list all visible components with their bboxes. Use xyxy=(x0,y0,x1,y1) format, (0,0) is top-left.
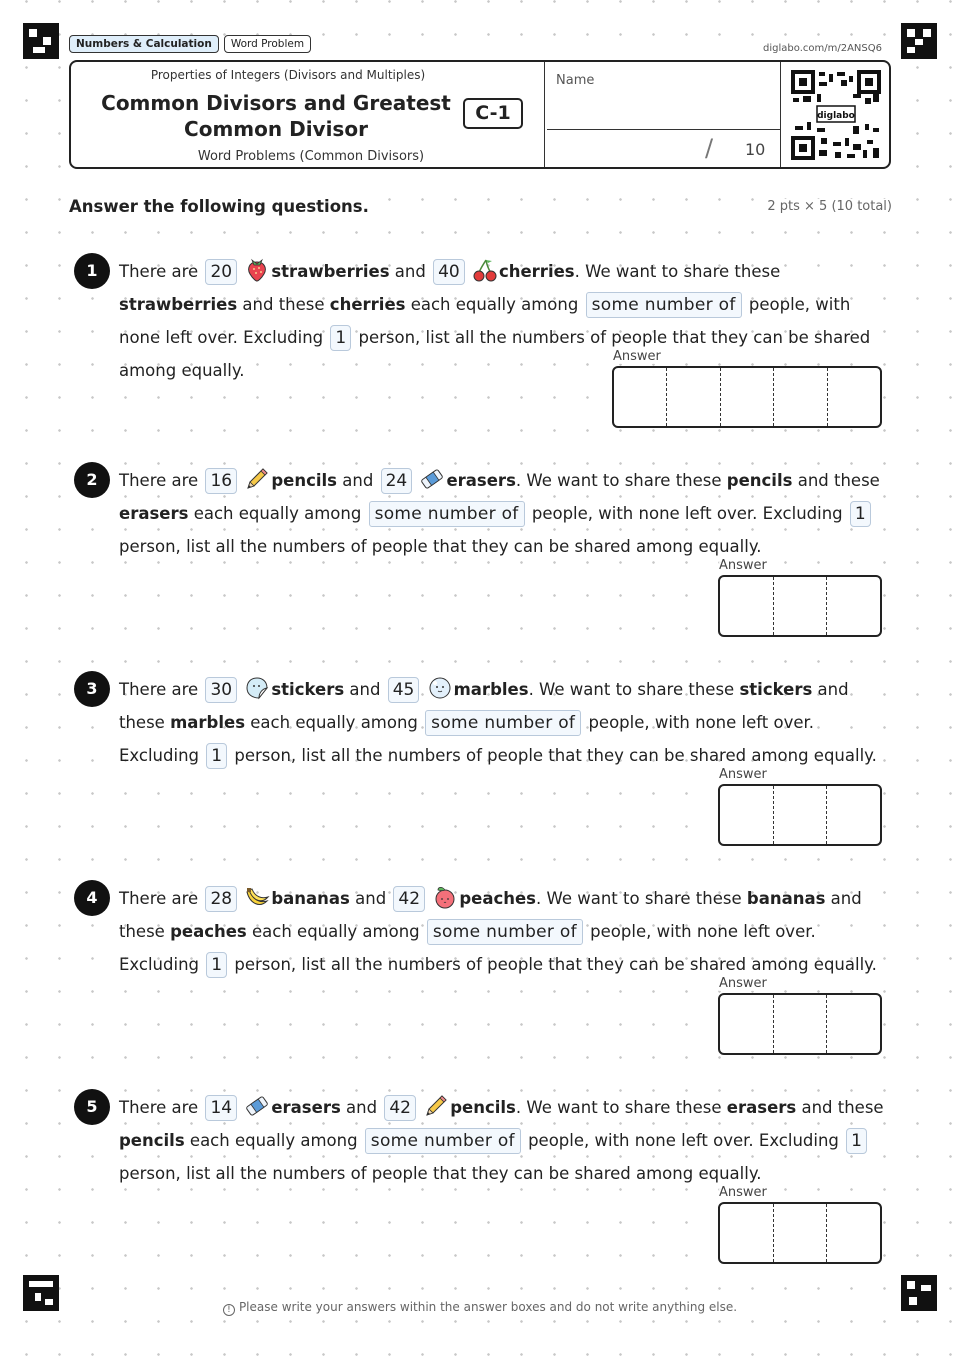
text-person: person, xyxy=(234,746,297,765)
item-a-repeat: pencils xyxy=(726,471,793,490)
item-b-name: pencils xyxy=(450,1098,516,1117)
quantity-b: 45 xyxy=(388,677,420,703)
text-and-these: and these xyxy=(242,295,325,314)
text-and-these: and these xyxy=(119,889,862,941)
question-text xyxy=(119,882,889,981)
answer-box[interactable] xyxy=(718,575,882,637)
answer-cell[interactable] xyxy=(720,995,773,1053)
item-a-name: pencils xyxy=(271,471,338,490)
text-share-intro: . We want to share these xyxy=(515,1098,722,1117)
text-person: person, xyxy=(234,955,297,974)
title-line-1: Common Divisors and Greatest xyxy=(101,91,451,115)
text-and-these: and these xyxy=(801,1098,884,1117)
quantity-a: 30 xyxy=(205,677,237,703)
item-b-repeat: peaches xyxy=(170,922,247,941)
text-list-all: list all the numbers of people that they can be shared among equally. xyxy=(186,537,762,556)
answer-label: Answer xyxy=(719,1185,767,1200)
worksheet-header xyxy=(69,60,891,169)
text-people-left: people, with none left over. Excluding xyxy=(119,922,816,974)
instructions: Answer the following questions. xyxy=(69,197,373,216)
answer-label: Answer xyxy=(719,558,767,573)
cherry-icon xyxy=(472,257,498,283)
item-a-repeat: bananas xyxy=(746,889,826,908)
question-text xyxy=(119,673,889,772)
answer-cell[interactable] xyxy=(826,1204,880,1262)
item-b-repeat: pencils xyxy=(119,1131,185,1150)
answer-cell[interactable] xyxy=(720,368,773,426)
text-share-intro: . We want to share these xyxy=(528,680,735,699)
pencil-icon xyxy=(423,1093,449,1119)
unit-subtitle: Properties of Integers (Divisors and Multiples) xyxy=(150,68,426,82)
score-total: 10 xyxy=(745,140,766,159)
worksheet-code: C-1 xyxy=(463,98,523,129)
text-people-left: people, with none left over. Excluding xyxy=(119,713,815,765)
phrase-some-number-of: some number of xyxy=(365,1128,521,1154)
item-a-name: strawberries xyxy=(271,262,390,281)
tag-word-problem: Word Problem xyxy=(224,35,311,53)
points-info: 2 pts × 5 (10 total) xyxy=(767,199,892,214)
answer-cell[interactable] xyxy=(826,577,880,635)
phrase-some-number-of: some number of xyxy=(427,919,583,945)
title-block xyxy=(71,62,545,167)
answer-cell[interactable] xyxy=(773,1204,827,1262)
text-list-all: list all the numbers of people that they can be shared among equally. xyxy=(186,1164,762,1183)
text-each-equally: each equally among xyxy=(410,295,579,314)
score-field[interactable] xyxy=(547,130,781,167)
banana-icon xyxy=(244,884,270,910)
excluded-count: 1 xyxy=(330,325,351,351)
answer-box[interactable] xyxy=(718,1202,882,1264)
item-a-name: stickers xyxy=(271,680,345,699)
item-a-name: bananas xyxy=(271,889,350,908)
eraser-icon xyxy=(244,1093,270,1119)
text-share-intro: . We want to share these xyxy=(515,471,722,490)
answer-cell[interactable] xyxy=(826,995,880,1053)
footer-note xyxy=(0,1300,960,1316)
text-list-all: list all the numbers of people that they can be shared among equally. xyxy=(301,955,877,974)
text-and: and xyxy=(394,262,426,281)
question-number: 1 xyxy=(74,253,110,289)
item-b-name: peaches xyxy=(459,889,536,908)
text-there-are: There are xyxy=(119,262,199,281)
text-share-intro: . We want to share these xyxy=(574,262,781,281)
corner-marker-top-left xyxy=(23,23,59,59)
text-each-equally: each equally among xyxy=(189,1131,358,1150)
question-number: 4 xyxy=(74,880,110,916)
quantity-a: 28 xyxy=(205,886,237,912)
strawberry-icon xyxy=(244,257,270,283)
quantity-b: 24 xyxy=(381,468,413,494)
text-and: and xyxy=(342,471,374,490)
question-number: 5 xyxy=(74,1089,110,1125)
phrase-some-number-of: some number of xyxy=(586,292,742,318)
answer-label: Answer xyxy=(719,976,767,991)
answer-box[interactable] xyxy=(612,366,882,428)
quantity-a: 14 xyxy=(205,1095,237,1121)
text-and: and xyxy=(346,1098,378,1117)
quantity-a: 16 xyxy=(205,468,237,494)
answer-cell[interactable] xyxy=(826,786,880,844)
answer-cell[interactable] xyxy=(773,786,827,844)
item-b-name: marbles xyxy=(453,680,529,699)
text-list-all: list all the numbers of people that they can be shared among equally. xyxy=(119,328,871,380)
excluded-count: 1 xyxy=(206,743,227,769)
sticker-icon xyxy=(244,675,270,701)
text-list-all: list all the numbers of people that they can be shared among equally. xyxy=(301,746,877,765)
text-there-are: There are xyxy=(119,1098,199,1117)
answer-cell[interactable] xyxy=(666,368,719,426)
category-tags xyxy=(69,35,311,53)
text-person: person, xyxy=(119,1164,181,1183)
excluded-count: 1 xyxy=(206,952,227,978)
answer-cell[interactable] xyxy=(773,577,827,635)
text-there-are: There are xyxy=(119,680,199,699)
answer-cell[interactable] xyxy=(614,368,666,426)
text-people-left: people, with none left over. Excluding xyxy=(119,295,851,347)
quantity-a: 20 xyxy=(205,259,237,285)
marble-icon xyxy=(427,675,453,701)
quantity-b: 40 xyxy=(433,259,465,285)
answer-cell[interactable] xyxy=(720,577,773,635)
item-b-repeat: marbles xyxy=(170,713,246,732)
text-people-left: people, with none left over. Excluding xyxy=(531,504,843,523)
answer-cell[interactable] xyxy=(773,368,826,426)
answer-box[interactable] xyxy=(718,784,882,846)
item-b-name: cherries xyxy=(498,262,575,281)
text-person: person, xyxy=(119,537,181,556)
qr-label: diglabo xyxy=(817,111,855,121)
text-share-intro: . We want to share these xyxy=(536,889,742,908)
excluded-count: 1 xyxy=(846,1128,867,1154)
item-a-repeat: strawberries xyxy=(119,295,238,314)
answer-cell[interactable] xyxy=(720,1204,773,1262)
text-each-equally: each equally among xyxy=(193,504,362,523)
item-a-name: erasers xyxy=(271,1098,341,1117)
text-each-equally: each equally among xyxy=(250,713,418,732)
quantity-b: 42 xyxy=(393,886,425,912)
qr-code-icon xyxy=(791,70,881,160)
score-slash: / xyxy=(705,134,714,162)
corner-marker-top-right xyxy=(901,23,937,59)
phrase-some-number-of: some number of xyxy=(425,710,581,736)
text-and-these: and these xyxy=(119,680,849,732)
answer-box[interactable] xyxy=(718,993,882,1055)
page-title xyxy=(101,90,451,142)
text-people-left: people, with none left over. Excluding xyxy=(528,1131,839,1150)
title-line-2: Common Divisor xyxy=(184,117,368,141)
text-and-these: and these xyxy=(797,471,880,490)
question-number: 2 xyxy=(74,462,110,498)
quantity-b: 42 xyxy=(384,1095,416,1121)
info-icon: ! xyxy=(223,1304,235,1316)
text-person: person, xyxy=(358,328,421,347)
question-number: 3 xyxy=(74,671,110,707)
name-field[interactable] xyxy=(547,62,781,130)
answer-label: Answer xyxy=(719,767,767,782)
pencil-icon xyxy=(244,466,270,492)
eraser-icon xyxy=(419,466,445,492)
worksheet-url: diglabo.com/m/2ANSQ6 xyxy=(763,43,882,54)
item-a-repeat: erasers xyxy=(726,1098,797,1117)
answer-cell[interactable] xyxy=(720,786,773,844)
phrase-some-number-of: some number of xyxy=(369,501,525,527)
text-there-are: There are xyxy=(119,471,199,490)
footer-text: Please write your answers within the answer boxes and do not write anything else. xyxy=(238,1300,738,1314)
question-text xyxy=(119,464,889,563)
tag-numbers-calculation: Numbers & Calculation xyxy=(69,35,219,53)
item-a-repeat: stickers xyxy=(739,680,813,699)
answer-label: Answer xyxy=(613,349,661,364)
item-b-repeat: erasers xyxy=(119,504,189,523)
answer-cell[interactable] xyxy=(827,368,880,426)
excluded-count: 1 xyxy=(850,501,871,527)
name-label: Name xyxy=(556,73,595,88)
question-text xyxy=(119,1091,889,1190)
text-there-are: There are xyxy=(119,889,199,908)
text-each-equally: each equally among xyxy=(252,922,420,941)
text-and: and xyxy=(349,680,381,699)
item-b-repeat: cherries xyxy=(329,295,406,314)
topic-subtitle: Word Problems (Common Divisors) xyxy=(197,149,425,164)
answer-cell[interactable] xyxy=(773,995,827,1053)
text-and: and xyxy=(355,889,387,908)
item-b-name: erasers xyxy=(446,471,516,490)
peach-icon xyxy=(432,884,458,910)
